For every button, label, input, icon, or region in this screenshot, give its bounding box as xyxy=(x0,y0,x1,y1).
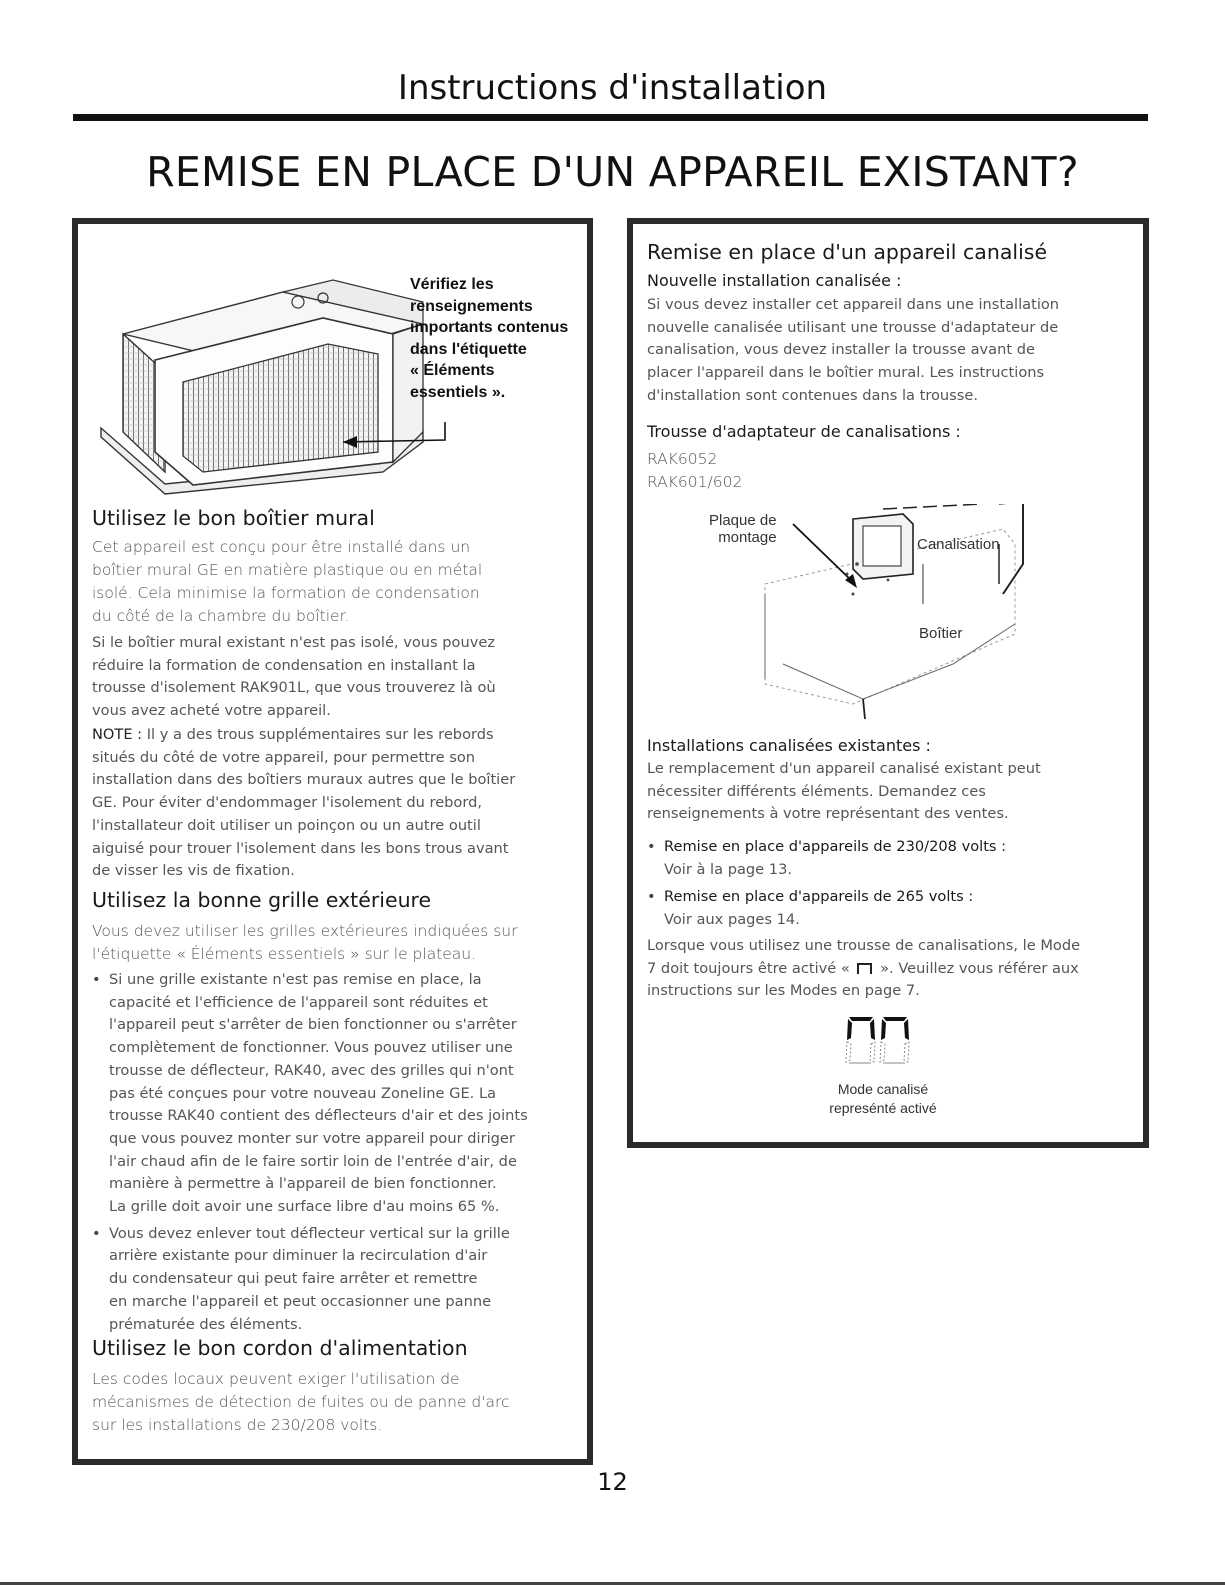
list-item: • Si une grille existante n'est pas remise en place, la capacité et l'efficience de l'appareil sont réduites et l'appareil peut s'arrêter de bien fonctionner ou s'arrêter complètement de fonctionner. Vous pouvez utiliser une trousse de déflecteur, RAK40, avec des grilles qui n'ont pas été conçues pour votre nouveau Zoneline GE. La trousse RAK40 contient des déflecteurs d'air et des joints que vous pouvez monter sur votre appareil pour diriger l'air chaud afin de le faire sortir loin de l'entrée d'air, de manière à permettre à l'appareil de bien fonctionner. La grille doit avoir une surface libre d'au moins 65 %. xyxy=(92,969,528,1219)
page-title: REMISE EN PLACE D'UN APPAREIL EXISTANT? xyxy=(146,148,1079,196)
subheading-duct-kit: Trousse d'adaptateur de canalisations : xyxy=(647,422,961,441)
paragraph-mode-7: Lorsque vous utilisez une trousse de canalisations, le Mode 7 doit toujours être activé « ». Veuillez vous référer aux instructions sur les Modes en page 7. xyxy=(647,937,1081,1000)
mounting-plate-label: Plaque de montage xyxy=(709,512,777,546)
paragraph-insulation: Si le boîtier mural existant n'est pas isolé, vous pouvez réduire la formation de condensation en installant la trousse d'isolement RAK901L, que vous trouverez là où vous avez acheté votre appareil. xyxy=(92,634,496,720)
callout-label: Vérifiez les renseignements importants contenus dans l'étiquette « Éléments essentiels ». xyxy=(410,276,569,401)
kit-model: RAK601/602 xyxy=(647,473,743,491)
mode-caption: Mode canalisé represénté activé xyxy=(829,1081,937,1116)
subheading-existing-ducted: Installations canalisées existantes : xyxy=(647,736,931,755)
paragraph-existing-ducted: Le remplacement d'un appareil canalisé existant peut nécessiter différents éléments. Demandez ces renseignements à votre représentant des ventes. xyxy=(647,760,1041,823)
section-heading-wall-case: Utilisez le bon boîtier mural xyxy=(92,506,375,530)
list-item: • Remise en place d'appareils de 230/208 volts : Voir à la page 13. xyxy=(647,836,1006,881)
left-panel xyxy=(72,218,593,1465)
kit-list xyxy=(647,448,742,494)
kit-model: RAK6052 xyxy=(647,450,718,468)
list-item: • Remise en place d'appareils de 265 volts : Voir aux pages 14. xyxy=(647,886,1006,931)
section-heading-ducted: Remise en place d'un appareil canalisé xyxy=(647,240,1048,264)
page-number: 12 xyxy=(597,1468,628,1496)
header-rule xyxy=(73,114,1148,121)
section-heading-grille: Utilisez la bonne grille extérieure xyxy=(92,888,432,912)
case-label: Boîtier xyxy=(919,625,963,642)
voltage-bullet-list xyxy=(647,836,1006,931)
list-item: • Vous devez enlever tout déflecteur vertical sur la grille arrière existante pour diminuer la recirculation d'air du condensateur qui peut faire arrêter et remettre en marche l'appareil et peut occasionner une panne prématurée des éléments. xyxy=(92,1223,528,1337)
duct-mode-glyph-icon xyxy=(857,963,872,974)
duct-label: Canalisation xyxy=(917,536,1000,553)
note-label: NOTE : xyxy=(92,726,143,743)
mode-display-icon xyxy=(845,1014,915,1066)
subheading-new-ducted: Nouvelle installation canalisée : xyxy=(647,271,902,290)
paragraph-new-ducted: Si vous devez installer cet appareil dans une installation nouvelle canalisée utilisant une trousse d'adaptateur de canalisation, vous devez installer la trousse avant de placer l'appareil dans le boîtier mural. Les instructions d'installation sont contenues dans la trousse. xyxy=(647,296,1060,404)
paragraph-wall-case: Cet appareil est conçu pour être installé dans un boîtier mural GE en matière plastique ou en métal isolé. Cela minimise la formation de condensation du côté de la chambre du boîtier. xyxy=(92,538,483,625)
paragraph-power-cord: Les codes locaux peuvent exiger l'utilisation de mécanismes de détection de fuites ou de panne d'arc sur les installations de 230/208 volts. xyxy=(92,1370,510,1434)
duct-diagram xyxy=(753,504,1053,724)
section-heading-power-cord: Utilisez le bon cordon d'alimentation xyxy=(92,1336,468,1360)
paragraph-note: NOTE : Il y a des trous supplémentaires sur les rebords situés du côté de votre appareil, pour permettre son installation dans des boîtiers muraux autres que le boîtier GE. Pour éviter d'endommager l'isolement du rebord, l'installateur doit utiliser un poinçon ou un autre outil aiguisé pour trouer l'isolement dans les bons trous avant de visser les vis de fixation. xyxy=(92,726,516,880)
grille-bullet-list xyxy=(92,969,528,1336)
right-panel xyxy=(627,218,1149,1148)
section-title: Instructions d'installation xyxy=(397,68,828,108)
paragraph-grille: Vous devez utiliser les grilles extérieures indiquées sur l'étiquette « Éléments essentiels » sur le plateau. xyxy=(92,922,518,963)
